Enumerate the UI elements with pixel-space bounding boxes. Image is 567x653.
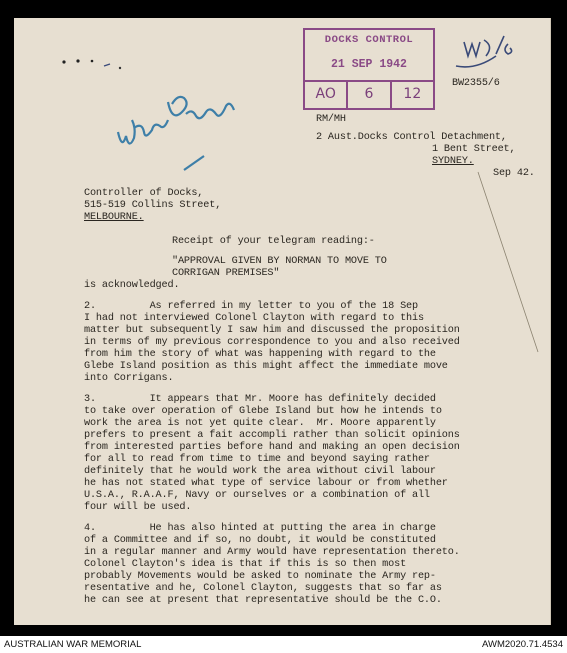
addressee-line-1: Controller of Docks, xyxy=(84,188,204,199)
archive-footer xyxy=(0,636,567,653)
paragraph-3-line: to take over operation of Glebe Island but how he intends to xyxy=(84,406,442,417)
paragraph-3-line: for all to read from time to time and beyond saying rather xyxy=(84,454,430,465)
stamp-title: DOCKS CONTROL xyxy=(324,34,414,46)
paragraph-4-line: probably Movements would be asked to nominate the Army rep- xyxy=(84,571,436,582)
stamp-cell: 6 xyxy=(348,82,391,108)
addressee-line-3: MELBOURNE. xyxy=(84,212,144,223)
telegram-line-1: "APPROVAL GIVEN BY NORMAN TO MOVE TO xyxy=(172,256,387,267)
document-page xyxy=(14,18,551,625)
reference-number: BW2355/6 xyxy=(452,78,500,89)
letter-date: Sep 42. xyxy=(493,168,535,179)
addressee-line-2: 515-519 Collins Street, xyxy=(84,200,222,211)
paragraph-3-line: from interested parties before hand and making an open decision xyxy=(84,442,460,453)
paragraph-3-line: 3. It appears that Mr. Moore has definitely decided xyxy=(84,394,436,405)
footer-institution: AUSTRALIAN WAR MEMORIAL xyxy=(4,639,142,650)
pencil-line xyxy=(474,168,544,358)
handwritten-signature xyxy=(112,90,247,190)
sender-line-3: SYDNEY. xyxy=(432,156,474,167)
paragraph-3-line: U.S.A., R.A.A.F, Navy or ourselves or a combination of all xyxy=(84,490,430,501)
telegram-line-2: CORRIGAN PREMISES" xyxy=(172,268,280,279)
paragraph-4-line: in a regular manner and Army would have representation thereto. xyxy=(84,547,460,558)
ink-marks xyxy=(58,56,128,78)
paragraph-2-line: I had not interviewed Colonel Clayton with regard to this xyxy=(84,313,424,324)
paragraph-2-line: from him the story of what was happening with regard to the xyxy=(84,349,436,360)
paragraph-2-line: matter but subsequently I saw him and discussed the proposition xyxy=(84,325,460,336)
paragraph-3-line: definitely that he would work the area without civil labour xyxy=(84,466,436,477)
stamp-cell: 12 xyxy=(403,86,422,102)
stamp-cell: AO xyxy=(305,82,348,108)
stamp-date: 21 SEP 1942 xyxy=(331,58,407,71)
paragraph-3-line: work the area is not yet quite clear. Mr. Moore apparently xyxy=(84,418,436,429)
telegram-intro: Receipt of your telegram reading:- xyxy=(172,236,375,247)
footer-accession-number: AWM2020.71.4534 xyxy=(482,639,563,650)
paragraph-2-line: in terms of my previous correspondence to you and also received xyxy=(84,337,460,348)
sender-line-1: 2 Aust.Docks Control Detachment, xyxy=(316,132,507,143)
reference-initials: RM/MH xyxy=(316,114,346,125)
paragraph-4-line: of a Committee and if so, no doubt, it would be constituted xyxy=(84,535,436,546)
paragraph-4-line: he can see at present that representative should be the C.O. xyxy=(84,595,442,606)
stamp-cells xyxy=(305,80,433,108)
paragraph-4-line: Colonel Clayton's idea is that if this is so then most xyxy=(84,559,407,570)
docks-control-stamp xyxy=(303,28,435,110)
paragraph-3-line: prefers to present a fait accompli rather than solicit opinions xyxy=(84,430,460,441)
acknowledged-line: is acknowledged. xyxy=(84,280,180,291)
paragraph-2-line: into Corrigans. xyxy=(84,373,174,384)
paragraph-4-line: resentative and he, Colonel Clayton, suggests that so far as xyxy=(84,583,442,594)
paragraph-2-line: Glebe Island position as this might affect the immediate move xyxy=(84,361,448,372)
paragraph-3-line: he has not stated what type of service labour or from whether xyxy=(84,478,448,489)
paragraph-4-line: 4. He has also hinted at putting the area in charge xyxy=(84,523,436,534)
sender-line-2: 1 Bent Street, xyxy=(432,144,516,155)
paragraph-2-line: 2. As referred in my letter to you of the 18 Sep xyxy=(84,301,418,312)
paragraph-3-line: four will be used. xyxy=(84,502,192,513)
